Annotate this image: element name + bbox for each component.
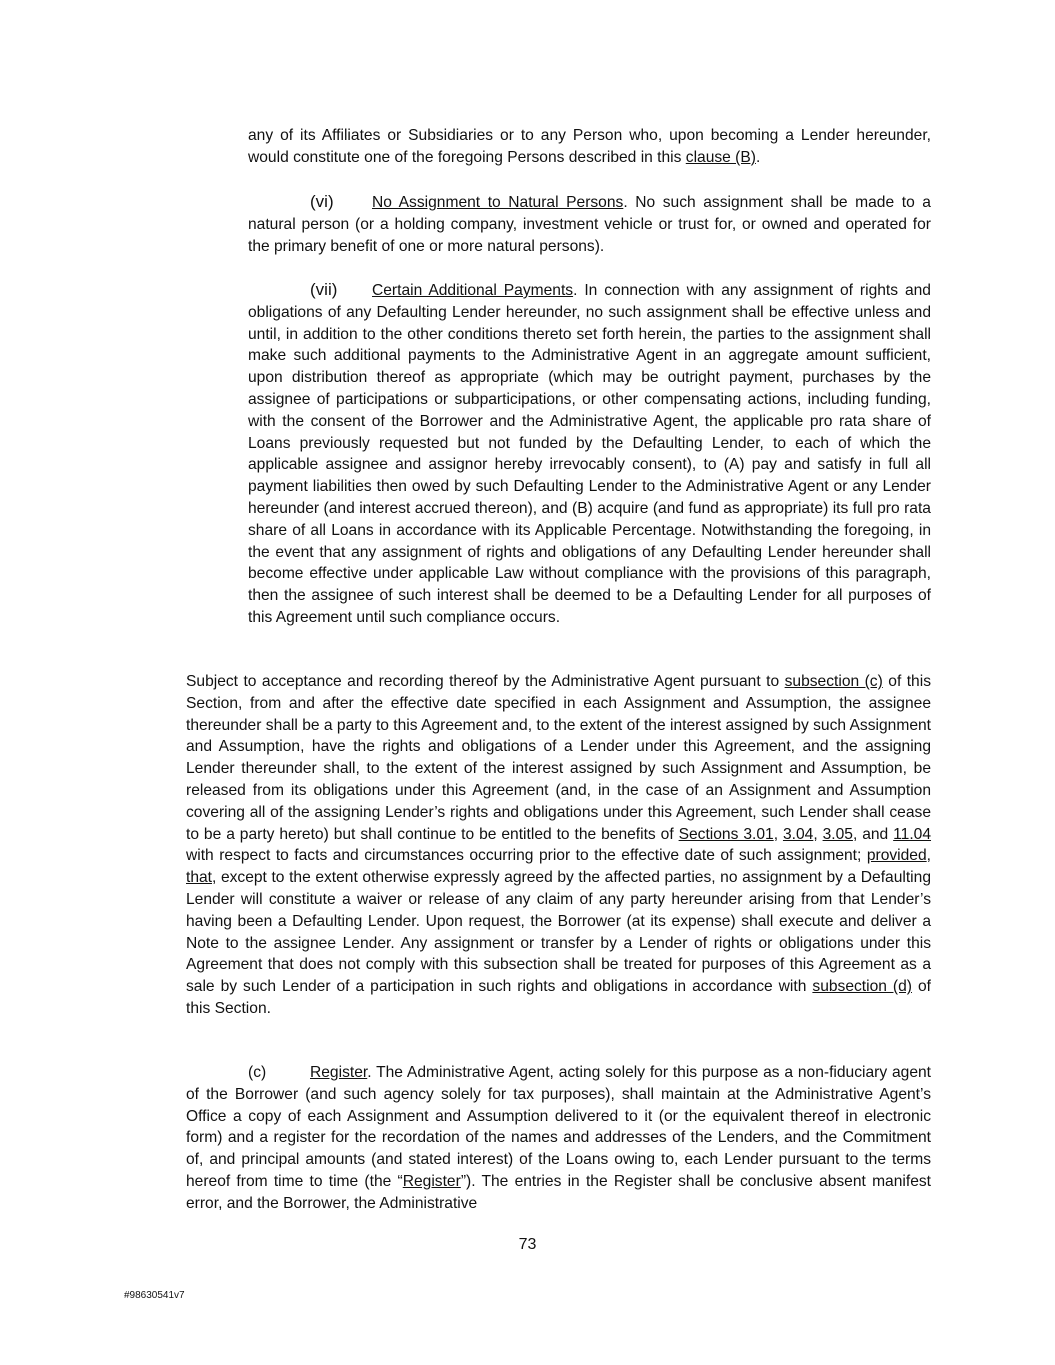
clause-number: (vii) [310, 280, 338, 299]
paragraph-c-register [186, 1062, 931, 1215]
subsection-number: (c) [248, 1064, 267, 1081]
subsection-heading: Register [310, 1064, 368, 1081]
paragraph-text: , except to the extent otherwise expressly agreed by the affected parties, no assignment by a Defaulting Lender will constitute a waiver or release of any claim of any party hereunder arising from that Lender’s having been a Defaulting Lender. Upon request, the Borrower (at its expense) shall execute and deliver a Note to the assignee Lender. Any assignment or transfer by a Lender of rights or obligations under this Agreement that does not comply with this subsection shall be treated for purposes of this Agreement as a sale by such Lender of a participation in such rights and obligations in accordance with [186, 869, 931, 996]
paragraph-text: Subject to acceptance and recording thereof by the Administrative Agent pursuant to [186, 673, 785, 690]
paragraph-text: . [755, 148, 761, 166]
paragraph-text: any of its Affiliates or Subsidiaries or to any Person who, upon becoming a Lender hereunder, would constitute one of the foregoing Persons described in this [248, 127, 931, 166]
paragraph-vi [248, 191, 931, 257]
clause-number: (vi) [310, 192, 334, 211]
clause-b-reference: clause (B) [685, 148, 756, 166]
paragraph-text: ”). The entries in the Register shall be conclusive absent manifest error, and the Borrower, the Administrative [186, 1172, 931, 1212]
clause-heading: No Assignment to Natural Persons [372, 194, 624, 211]
that-term: that [186, 869, 213, 887]
paragraph-text: with respect to facts and circumstances occurring prior to the effective date of such assignment; [186, 847, 867, 865]
paragraph-text: . The Administrative Agent, acting solely for this purpose as a non-fiduciary agent of the Borrower (and such agency solely for tax purposes), shall maintain at the Administrative Agent’s Office a copy of each Assignment and Assumption delivered to it (or the equivalent thereof in electronic form) and a register for the recordation of the names and addresses of the Lenders, and the Commitment of, and principal amounts (and stated interest) of the Loans owing to, each Lender pursuant to the terms hereof from time to time (the “ [186, 1064, 931, 1190]
paragraph-continuation [248, 125, 931, 169]
paragraph-text: of this Section, from and after the effective date specified in each Assignment and Assumption, the assignee thereunder shall be a party to this Agreement and, to the extent of the interest assigned by such Assignment and Assumption, have the rights and obligations of a Lender under this Agreement, and the assigning Lender thereunder shall, to the extent of the interest assigned by such Assignment and Assumption, be released from its obligations under this Agreement (and, in the case of an Assignment and Assumption covering all of the assigning Lender’s rights and obligations under this Agreement, such Lender shall cease to be a party hereto) but shall continue to be entitled to the benefits of [186, 673, 931, 843]
paragraph-text: of this Section. [186, 978, 931, 1017]
subsection-c-reference: subsection (c) [784, 673, 883, 690]
section-3-04-reference: 3.04 [782, 825, 814, 843]
provided-term: provided [866, 847, 927, 865]
section-3-05-reference: 3.05 [822, 825, 853, 843]
clause-heading: Certain Additional Payments [372, 282, 574, 299]
paragraph-text: . In connection with any assignment of rights and obligations of any Defaulting Lender hereunder, no such assignment shall be effective unless and until, in addition to the other conditions thereto set forth herein, the parties to the assignment shall make such additional payments to the Administrative Agent in an aggregate amount sufficient, upon distribution thereof as appropriate (which may be outright payment, purchases by the assignee of participations or subparticipations, or other compensating actions, including funding, with the consent of the Borrower and the Administrative Agent, the applicable pro rata share of Loans previously requested but not funded by the Defaulting Lender, to each of which the applicable assignee and assignor hereby irrevocably consent), to (A) pay and satisfy in full all payment liabilities then owed by such Defaulting Lender to the Administrative Agent or any Lender hereunder (and interest accrued thereon), and (B) acquire (and fund as appropriate) its full pro rata share of all Loans in accordance with its Applicable Percentage. Notwithstanding the foregoing, in the event that any assignment of rights and obligations of any Defaulting Lender hereunder shall become effective under applicable Law without compliance with the provisions of this paragraph, then the assignee of such interest shall be deemed to be a Defaulting Lender for all purposes of this Agreement until such compliance occurs. [248, 282, 931, 626]
paragraph-subject-to-acceptance: Subject to acceptance and recording thereof by the Administrative Agent pursuant to subsection (c) of this Section, from and after the effective date specified in each Assignment and Assumption, the assignee thereunder shall be a party to this Agreement and, to the extent of the interest assigned by such Assignment and Assumption, have the rights and obligations of a Lender under this Agreement, and the assigning Lender thereunder shall, to the extent of the interest assigned by such Assignment and Assumption, be released from its obligations under this Agreement (and, in the case of an Assignment and Assumption covering all of the assigning Lender’s rights and obligations under this Agreement, such Lender shall cease to be a party hereto) but shall continue to be entitled to the benefits of Sections 3.01, 3.04, 3.05, and 11.04 with respect to facts and circumstances occurring prior to the effective date of such assignment; provided, that, except to the extent otherwise expressly agreed by the affected parties, no assignment by a Defaulting Lender will constitute a waiver or release of any claim of any party hereunder arising from that Lender’s having been a Defaulting Lender. Upon request, the Borrower (at its expense) shall execute and deliver a Note to the assignee Lender. Any assignment or transfer by a Lender of rights or obligations under this Agreement that does not comply with this subsection shall be treated for purposes of this Agreement as a sale by such Lender of a participation in such rights and obligations in accordance with subsection (d) of this Section. [186, 673, 932, 1017]
document-id: #98630541v7 [124, 1290, 185, 1301]
section-3-01-reference: Sections 3.01 [678, 825, 774, 843]
paragraph-text: . No such assignment shall be made to a natural person (or a holding company, investment vehicle or trust for, or owned and operated for the primary benefit of one or more natural persons). [248, 194, 931, 255]
page-number: 73 [518, 1236, 537, 1253]
subsection-d-reference: subsection (d) [812, 978, 912, 996]
register-defined-term: Register [402, 1172, 461, 1190]
section-11-04-reference: 11.04 [893, 825, 932, 843]
paragraph-vii [248, 279, 931, 629]
